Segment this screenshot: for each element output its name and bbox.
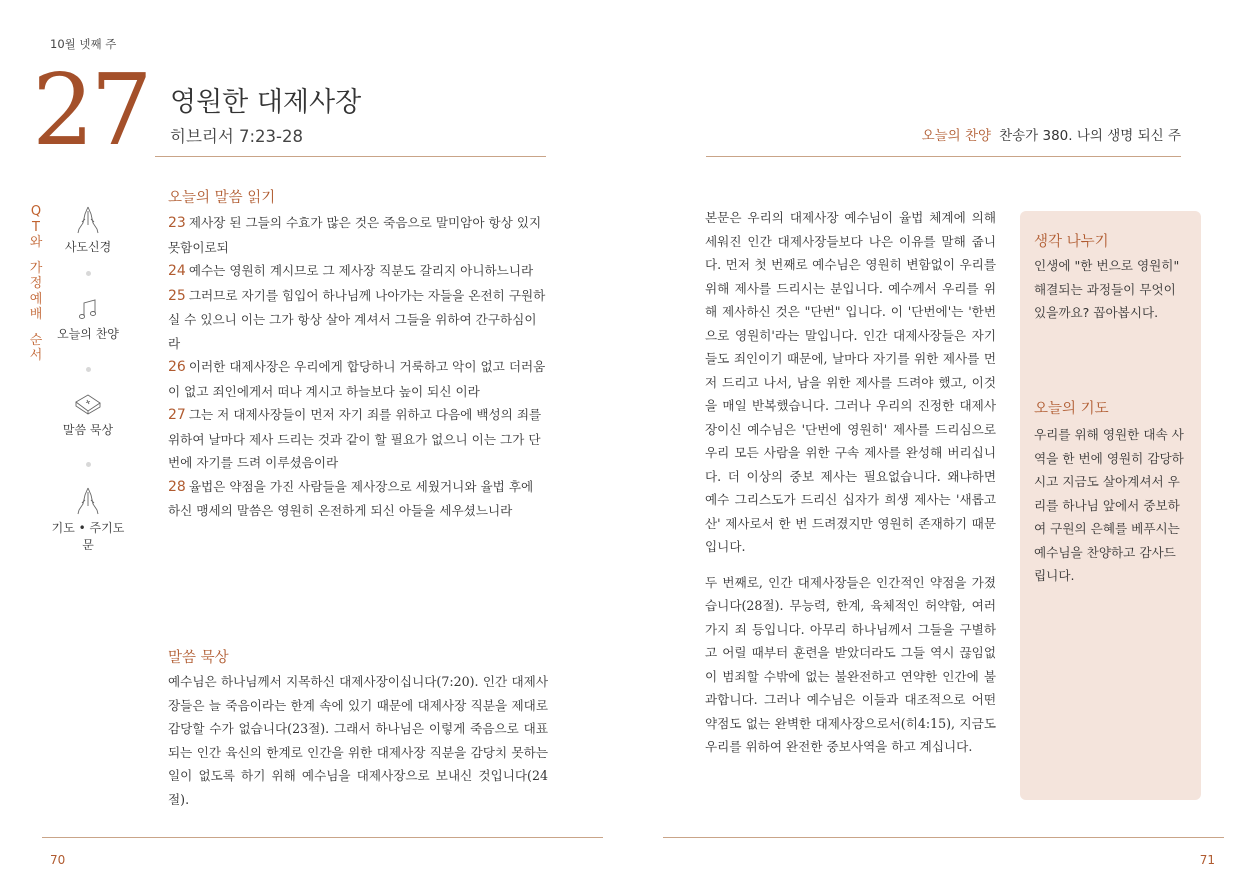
page-number-right: 71: [1199, 853, 1215, 867]
prayer-heading: 오늘의 기도: [1034, 401, 1109, 417]
nav-separator-dot: [86, 367, 91, 372]
nav-separator-dot: [86, 462, 91, 467]
verse-text: 율법은 약점을 가진 사람들을 제사장으로 세웠거니와 율법 후에 하신 맹세의 말씀은 영원히 온전하게 되신 아들을 세우셨느니라: [168, 478, 534, 518]
week-label: 10월 넷째 주: [50, 37, 117, 51]
meditation-text: 예수님은 하나님께서 지목하신 대제사장이십니다(7:20). 인간 대제사장들은 늘 죽음이라는 한계 속에 있기 때문에 대제사장 직분을 제대로 감당할 수가 없습니다(23절). 그래서 하나님은 이렇게 죽음으로 대표되는 인간 육신의 한계로 인간을 위한 대제사장 직분을 감당치 못하는 일이 없도록 하기 위해 예수님을 대제사장으로 보내신 것입니다(24절).: [168, 674, 548, 807]
nav-word-meditation[interactable]: [50, 392, 126, 438]
verse-number: 23: [168, 215, 186, 231]
verse: [168, 259, 548, 284]
commentary-paragraph: 본문은 우리의 대제사장 예수님이 율법 체계에 의해 세워진 인간 대제사장들보다 나은 이유를 말해 줍니다. 먼저 첫 번째로 예수님은 영원히 변함없이 우리를 위해 제사를 드리시는 분입니다. 예수께서 우리를 위해 제사하신 것은 "단번" 입니다. 이 '단번에'는 '한번으로 영원히'라는 말입니다. 인간 대제사장들은 자기들도 죄인이기 때문에, 날마다 자기를 위한 제사를 먼저 드리고 나서, 남을 위한 제사를 드려야 했고, 이것을 매일 반복했습니다. 그러나 우리의 진정한 대제사장이신 예수님은 '단번에 영원히' 제사를 드리심으로 우리 모든 사람을 위한 구속 제사를 완성해 버리십니다. 더 이상의 중보 제사는 필요없습니다. 왜냐하면 예수 그리스도가 드리신 십자가 희생 제사는 '새롭고 산' 제사로서 한 번 드려졌지만 영원히 존재하기 때문입니다.: [705, 210, 996, 554]
praying-hands-icon: [75, 486, 101, 516]
share-text: 인생에 "한 번으로 영원히" 해결되는 과정들이 무엇이 있을까요? 꼽아봅시다.: [1034, 258, 1180, 320]
hymn-text: 찬송가 380. 나의 생명 되신 주: [999, 128, 1181, 144]
nav-prayer[interactable]: [50, 486, 126, 553]
verse-number: 26: [168, 359, 186, 375]
verse: [168, 284, 548, 356]
commentary-paragraph: 두 번째로, 인간 대제사장들은 인간적인 약점을 가졌습니다(28절). 무능력, 한계, 육체적인 허약함, 여러가지 죄 등입니다. 아무리 하나님께서 그들을 구별하고 어릴 때부터 훈련을 받았더라도 그들 역시 끊임없이 범죄할 수밖에 없는 불완전하고 연약한 인간에 불과합니다. 그러나 예수님은 이들과 대조적으로 어떤 약점도 없는 완벽한 대제사장으로서(히4:15), 지금도 우리를 위하여 완전한 중보사역을 하고 계십니다.: [705, 574, 996, 754]
share-heading: 생각 나누기: [1034, 234, 1109, 250]
page-number-left: 70: [50, 853, 66, 867]
todays-hymn: [922, 124, 1181, 144]
hymn-label: 오늘의 찬양: [921, 128, 992, 144]
prayer-text: 우리를 위해 영원한 대속 사역을 한 번에 영원히 감당하시고 지금도 살아계셔서 우리를 하나님 앞에서 중보하여 구원의 은혜를 베푸시는 예수님을 찬양하고 감사드립니다.: [1034, 427, 1184, 583]
verse: [168, 211, 548, 259]
bible-icon: [73, 392, 103, 418]
music-note-icon: [76, 298, 100, 322]
nav-todays-hymn[interactable]: [50, 298, 126, 342]
verse-number: 28: [168, 478, 186, 495]
bottom-divider-left: [42, 837, 603, 838]
verse-text: 제사장 된 그들의 수효가 많은 것은 죽음으로 말미암아 항상 있지 못함이로되: [168, 215, 542, 255]
sidebar-box: [1020, 211, 1201, 800]
verse-text: 그는 저 대제사장들이 먼저 자기 죄를 위하고 다음에 백성의 죄를 위하여 날마다 제사 드리는 것과 같이 할 필요가 없으니 이는 그가 단번에 자기를 드려 이루셨음이라: [168, 407, 542, 470]
verse-number: 27: [168, 407, 186, 423]
verse: [168, 475, 548, 523]
verse-number: 25: [168, 287, 186, 304]
day-number: 27: [32, 54, 149, 168]
verse: [168, 355, 548, 403]
nav-label: 말씀 묵상: [62, 423, 114, 437]
page-title: 영원한 대제사장: [170, 87, 362, 118]
commentary-body: [705, 206, 996, 771]
qt-order-side-label: Q T 와 가 정 예 배 순 서: [29, 204, 43, 363]
praying-hands-icon: [75, 205, 101, 235]
bottom-divider-right: [663, 837, 1224, 838]
verse-number: 24: [168, 263, 186, 279]
reading-heading: 오늘의 말씀 읽기: [168, 190, 276, 206]
verse: [168, 403, 548, 475]
nav-label: 사도신경: [64, 240, 112, 254]
verse-text: 그러므로 자기를 힘입어 하나님께 나아가는 자들을 온전히 구원하실 수 있으니 이는 그가 항상 살아 계셔서 그들을 위하여 간구하심이라: [168, 287, 546, 351]
nav-apostles-creed[interactable]: [50, 205, 126, 255]
verse-text: 예수는 영원히 계시므로 그 제사장 직분도 갈리지 아니하느니라: [188, 263, 534, 278]
top-divider-left: [155, 156, 546, 157]
meditation-heading: 말씀 묵상: [168, 650, 229, 666]
nav-separator-dot: [86, 271, 91, 276]
scripture-passage: [168, 211, 548, 523]
verse-text: 이러한 대제사장은 우리에게 합당하니 거룩하고 악이 없고 더러움이 없고 죄인에게서 떠나 계시고 하늘보다 높이 되신 이라: [168, 359, 546, 399]
scripture-reference: 히브리서 7:23-28: [170, 127, 304, 146]
nav-label: 오늘의 찬양: [57, 327, 119, 341]
nav-label: 기도 • 주기도문: [51, 521, 125, 552]
top-divider-right: [706, 156, 1181, 157]
